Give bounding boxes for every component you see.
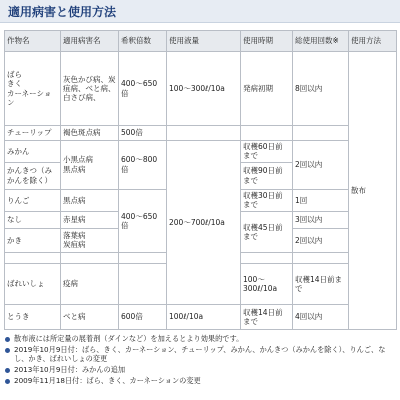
- table-cell: かき: [5, 228, 61, 253]
- table-cell: 400〜650倍: [119, 189, 167, 253]
- table-row: [5, 140, 397, 162]
- table-row: [5, 52, 397, 126]
- table-cell: 1回: [293, 189, 349, 211]
- page-header: [0, 0, 400, 23]
- table-cell: 収穫14日前まで: [241, 305, 293, 330]
- table-cell: 発病初期: [241, 52, 293, 126]
- table-cell: 2回以内: [293, 228, 349, 253]
- header-row: [5, 31, 397, 52]
- table-cell: 2回以内: [293, 140, 349, 189]
- table-cell: みかん: [5, 140, 61, 162]
- table-cell: 200〜700ℓ/10a: [167, 140, 241, 305]
- table-cell: 4回以内: [293, 305, 349, 330]
- table-cell: [241, 253, 293, 263]
- table-cell: とうき: [5, 305, 61, 330]
- column-header-crop: 作物名: [5, 31, 61, 52]
- column-header-dilution: 希釈倍数: [119, 31, 167, 52]
- table-cell: [167, 126, 241, 140]
- table-cell: [119, 263, 167, 305]
- table-cell: [119, 253, 167, 263]
- note-item: [4, 376, 396, 386]
- table-cell: [61, 253, 119, 263]
- column-header-volume: 使用液量: [167, 31, 241, 52]
- table-cell: [5, 253, 61, 263]
- usage-table-container: [4, 30, 396, 330]
- table-cell: 600〜800倍: [119, 140, 167, 189]
- note-text: 散布液には所定量の展着剤（ダインなど）を加えるとより効果的です。: [14, 334, 244, 343]
- table-cell: [293, 253, 349, 263]
- table-cell: 疫病: [61, 263, 119, 305]
- table-cell: 100〜300ℓ/10a: [167, 52, 241, 126]
- table-row: [5, 305, 397, 330]
- note-text: 2013年10月9日付：みかんの追加: [14, 365, 126, 375]
- table-cell: ばら きく カーネーション: [5, 52, 61, 126]
- table-cell: なし: [5, 212, 61, 228]
- table-cell: 収穫90日前まで: [241, 162, 293, 189]
- note-item: [4, 334, 396, 344]
- table-cell: 小黒点病 黒点病: [61, 140, 119, 189]
- table-cell: [293, 126, 349, 140]
- table-cell: [241, 126, 293, 140]
- table-cell: 灰色かび病、炭疽病、べと病、白さび病、: [61, 52, 119, 126]
- column-header-times: 総使用回数※: [293, 31, 349, 52]
- bullet-icon: [5, 368, 10, 373]
- table-cell: 100ℓ/10a: [167, 305, 241, 330]
- column-header-disease: 適用病害名: [61, 31, 119, 52]
- note-text: 2019年10月9日付：ばら、きく、カーネーション、チューリップ、みかん、かんきつ（みかんを除く）、りんご、なし、かき、ばれいしょの変更: [14, 344, 386, 364]
- note-item: [4, 365, 396, 375]
- table-cell: 100〜300ℓ/10a: [241, 263, 293, 305]
- table-cell: 3回以内: [293, 212, 349, 228]
- table-cell: ばれいしょ: [5, 263, 61, 305]
- page-title: 適用病害と使用方法: [8, 5, 117, 19]
- table-cell: かんきつ（みかんを除く）: [5, 162, 61, 189]
- table-cell: 収穫60日前まで: [241, 140, 293, 162]
- bullet-icon: [5, 348, 10, 353]
- usage-table: [4, 30, 397, 330]
- table-cell: 収穫14日前まで: [293, 263, 349, 305]
- table-cell: 赤星病: [61, 212, 119, 228]
- notes-list: [4, 334, 396, 387]
- table-cell: 収穫30日前まで: [241, 189, 293, 211]
- bullet-icon: [5, 379, 10, 384]
- column-header-timing: 使用時期: [241, 31, 293, 52]
- table-cell: 黒点病: [61, 189, 119, 211]
- table-cell: 落葉病 炭疽病: [61, 228, 119, 253]
- table-cell: 8回以内: [293, 52, 349, 126]
- table-cell: 500倍: [119, 126, 167, 140]
- bullet-icon: [5, 337, 10, 342]
- note-item: [4, 345, 396, 364]
- table-cell: 収穫45日前まで: [241, 212, 293, 253]
- column-header-method: 使用方法: [349, 31, 397, 52]
- table-cell: べと病: [61, 305, 119, 330]
- table-cell: チューリップ: [5, 126, 61, 140]
- table-cell: 褐色斑点病: [61, 126, 119, 140]
- note-text: 2009年11月18日付：ばら、きく、カーネーションの変更: [14, 375, 201, 385]
- table-cell: 600倍: [119, 305, 167, 330]
- table-cell: りんご: [5, 189, 61, 211]
- table-cell: 散布: [349, 52, 397, 330]
- table-cell: 400〜650倍: [119, 52, 167, 126]
- table-row: [5, 126, 397, 140]
